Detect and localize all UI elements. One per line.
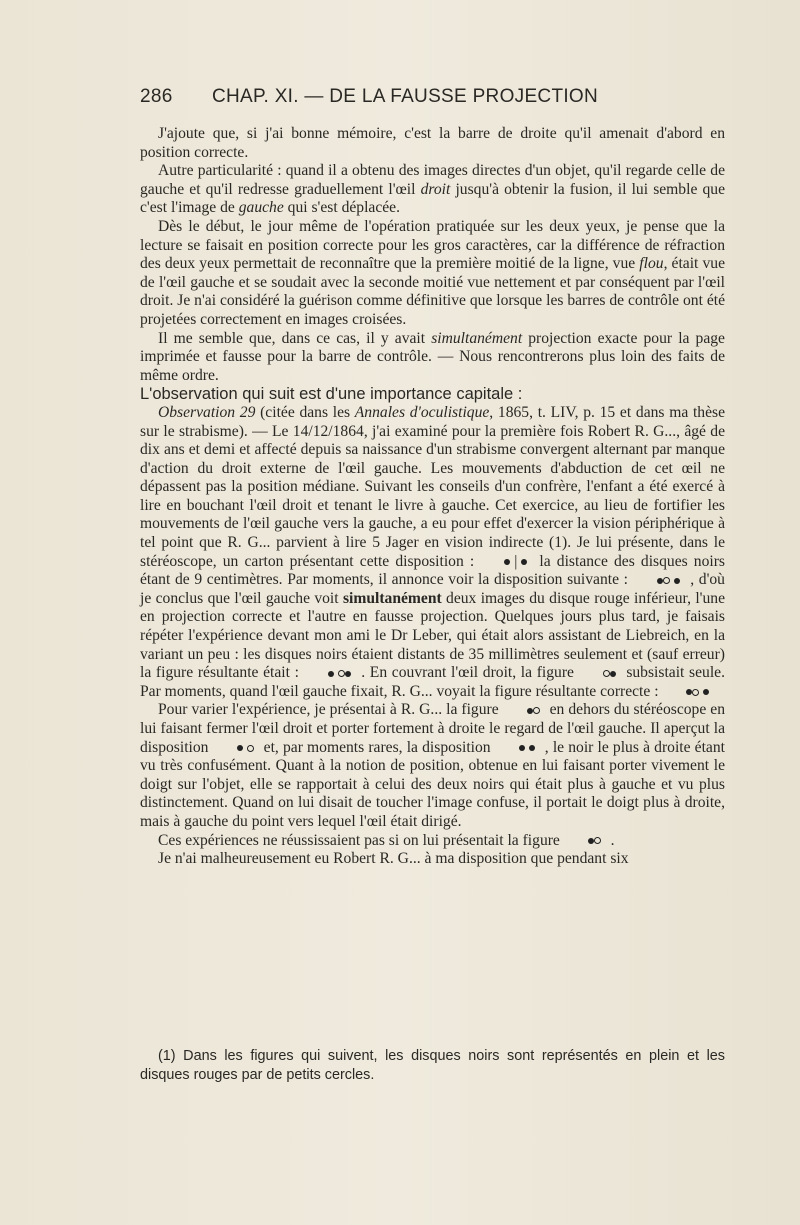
disc-figure: | (486, 553, 527, 572)
paragraph: Pour varier l'expérience, je présentai à R. G... la figure en dehors du stéréoscope en lui faisant fermer l'œil droit et porter fortement à droite le regard de l'œil gauche. Il aperçut la disposition et, par moments rares, la disposition , le noir le plus à droite étant vu très confusément. Quant à la notion de position, obtenue en lui faisant porter vivement le doigt sur l'objet, elle se rapportait à celui des deux noirs qui était plus à gauche et vu plus distinctement. Quand on lui disait de toucher l'image confuse, il portait le doigt plus à droite, mais à gauche du point vers lequel l'œil était dirigé. (140, 701, 725, 830)
body-text (140, 125, 725, 869)
observation-paragraph: Observation 29 (citée dans les Annales d'oculistique, 1865, t. LIV, p. 15 et dans ma thèse sur le strabisme). — Le 14/12/1864, j'ai examiné pour la première fois Robert R. G..., âgé de dix ans et demi et affecté depuis sa naissance d'un strabisme convergent alternant par manque d'action du droit externe de l'œil gauche. Les mouvements d'abduction de cet œil ne dépassent pas la position médiane. Suivant les conseils d'un confrère, l'enfant a été exercé à lire en bouchant l'œil droit et tenant le livre à gauche. Cet exercice, au lieu de fortifier les mouvements de l'œil gauche vers la gauche, a eu pour effet d'exercer la vision périphérique à tel point que R. G... parvient à lire 5 Jager en vision indirecte (1). Je lui présente, dans le stéréoscope, un carton présentant cette disposition : | la distance des disques noirs étant de 9 centimètres. Par moments, il annonce voir la disposition suivante : , d'où je conclus que l'œil gauche voit simultanément deux images du disque rouge inférieur, l'une en projection correcte et l'autre en fausse projection. Quelques jours plus tard, je faisais répéter l'expérience devant mon ami le Dr Leber, qui était alors assistant de Liebreich, en la variant un peu : les disques noirs étaient distants de 35 millimètres seulement et (sauf erreur) la figure résultante était : . En couvrant l'œil droit, la figure subsistait seule. Par moments, quand l'œil gauche fixait, R. G... voyait la figure résultante correcte : (140, 403, 725, 700)
page-number: 286 (140, 86, 173, 107)
disc-figure (310, 664, 351, 683)
paragraph: Ces expériences ne réussissaient pas si on lui présentait la figure . (158, 831, 615, 849)
disc-figure (668, 683, 709, 702)
disc-figure (639, 571, 680, 590)
running-title: CHAP. XI. — DE LA FAUSSE PROJECTION (212, 86, 599, 107)
disc-figure (570, 832, 601, 851)
paragraph: J'ajoute que, si j'ai bonne mémoire, c'est la barre de droite qu'il amenait d'abord en position correcte. (140, 125, 725, 161)
paragraph: Dès le début, le jour même de l'opération pratiquée sur les deux yeux, je pense que la lecture se faisait en position correcte pour les gros caractères, car la différence de réfraction des deux yeux permettait de reconnaître que la première moitié de la ligne, vue flou, était vue de l'œil gauche et se soudait avec la seconde moitié vue nettement et par conséquent par l'œil droit. Je n'ai considéré la guérison comme définitive que lorsque les barres de contrôle ont été projetées correctement en images croisées. (140, 217, 725, 328)
disc-figure (585, 664, 616, 683)
paragraph: Il me semble que, dans ce cas, il y avait simultanément projection exacte pour la page imprimée et fausse pour la barre de contrôle. — Nous rencontrerons plus loin des faits de même ordre. (140, 329, 725, 384)
footnote-text: (1) Dans les figures qui suivent, les disques noirs sont représentés en plein et les disques rouges par de petits cercles. (140, 1048, 725, 1083)
footnote (140, 1047, 725, 1085)
paragraph: Je n'ai malheureusement eu Robert R. G... à ma disposition que pendant six (158, 850, 629, 868)
section-heading: L'observation qui suit est d'une importance capitale : (140, 385, 523, 404)
observation-title: Observation 29 (158, 403, 256, 421)
paragraph: Autre particularité : quand il a obtenu des images directes d'un objet, qu'il regarde celle de gauche et qu'il redresse graduellement l'œil droit jusqu'à obtenir la fusion, il lui semble que c'est l'image de gauche qui s'est déplacée. (140, 162, 726, 217)
disc-figure (501, 739, 535, 758)
disc-figure (509, 701, 540, 720)
disc-figure (219, 739, 254, 758)
